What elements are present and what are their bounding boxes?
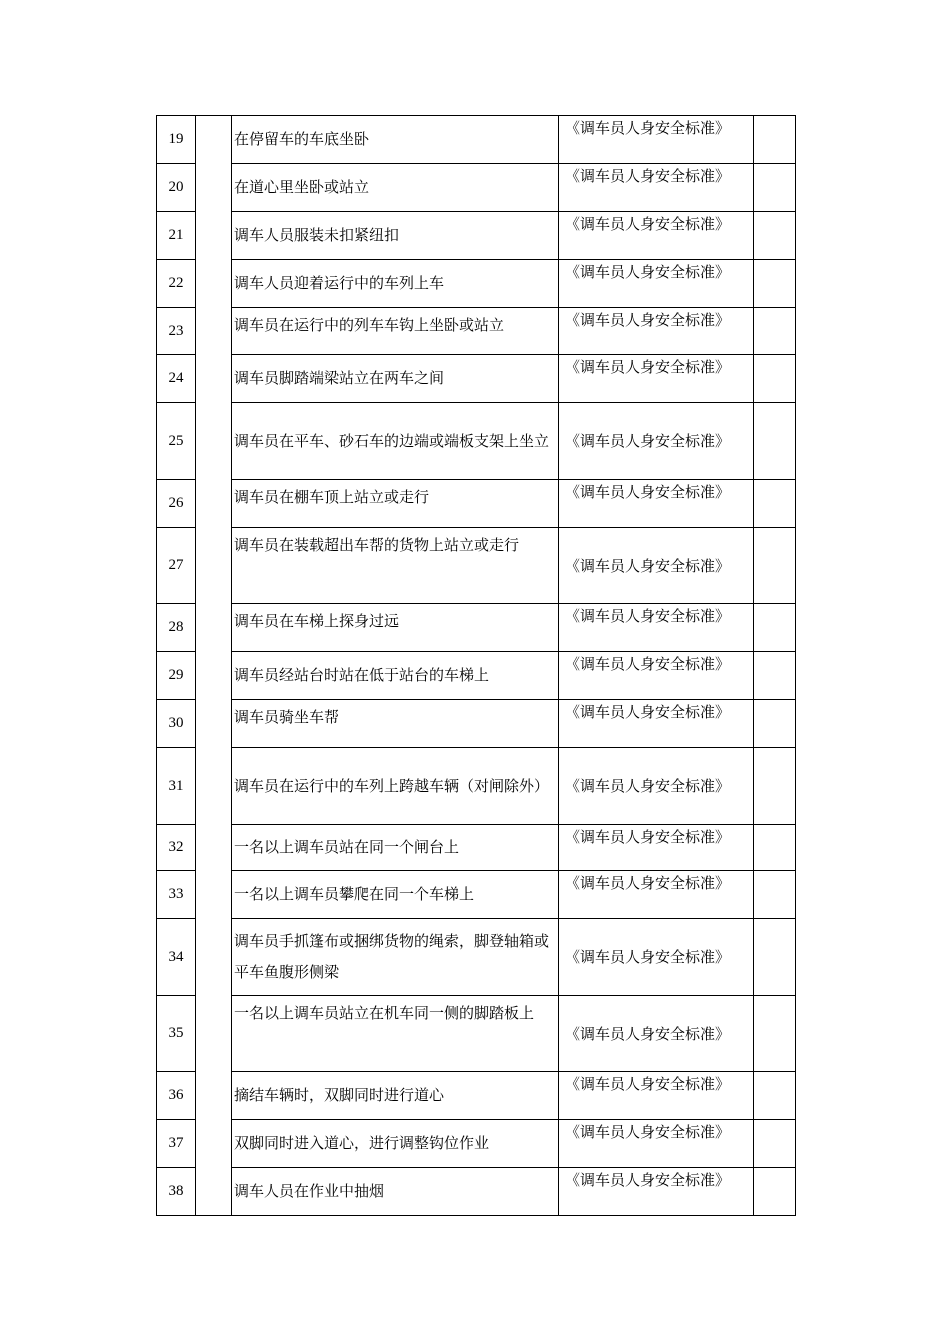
table-row [157,164,796,212]
remark-cell [754,212,796,260]
item-description: 调车员经站台时站在低于站台的车梯上 [232,652,559,700]
item-description: 双脚同时进入道心，进行调整钩位作业 [232,1120,559,1168]
row-number: 19 [157,116,196,164]
item-description: 调车员在运行中的车列上跨越车辆（对闸除外） [232,748,559,825]
table-row [157,748,796,825]
remark-cell [754,164,796,212]
source-standard: 《调车员人身安全标准》 [559,480,754,528]
remark-cell [754,355,796,403]
source-standard: 《调车员人身安全标准》 [559,116,754,164]
remark-cell [754,919,796,996]
table-row [157,604,796,652]
remark-cell [754,116,796,164]
source-standard: 《调车员人身安全标准》 [559,825,754,871]
table-row [157,1072,796,1120]
safety-standard-table [156,115,796,1216]
row-number: 37 [157,1120,196,1168]
source-standard: 《调车员人身安全标准》 [559,871,754,919]
remark-cell [754,700,796,748]
item-description: 一名以上调车员攀爬在同一个车梯上 [232,871,559,919]
row-number: 21 [157,212,196,260]
source-standard: 《调车员人身安全标准》 [559,919,754,996]
category-cell [196,116,232,1216]
source-standard: 《调车员人身安全标准》 [559,996,754,1072]
item-description: 调车员在棚车顶上站立或走行 [232,480,559,528]
row-number: 34 [157,919,196,996]
remark-cell [754,825,796,871]
item-description: 一名以上调车员站在同一个闸台上 [232,825,559,871]
table-row [157,528,796,604]
row-number: 36 [157,1072,196,1120]
row-number: 28 [157,604,196,652]
table-row [157,652,796,700]
remark-cell [754,1120,796,1168]
item-description: 调车员手抓篷布或捆绑货物的绳索，脚登轴箱或平车鱼腹形侧梁 [232,919,559,996]
item-description: 调车员骑坐车帮 [232,700,559,748]
item-description: 在停留车的车底坐卧 [232,116,559,164]
remark-cell [754,260,796,308]
remark-cell [754,308,796,355]
table-row [157,212,796,260]
remark-cell [754,528,796,604]
source-standard: 《调车员人身安全标准》 [559,1120,754,1168]
table-row [157,825,796,871]
row-number: 30 [157,700,196,748]
remark-cell [754,1168,796,1216]
row-number: 23 [157,308,196,355]
table-row [157,308,796,355]
item-description: 在道心里坐卧或站立 [232,164,559,212]
table-row [157,1168,796,1216]
row-number: 22 [157,260,196,308]
remark-cell [754,996,796,1072]
remark-cell [754,604,796,652]
table-row [157,480,796,528]
source-standard: 《调车员人身安全标准》 [559,1072,754,1120]
item-description: 调车员在车梯上探身过远 [232,604,559,652]
table-row [157,355,796,403]
table-row [157,871,796,919]
table-row [157,700,796,748]
row-number: 29 [157,652,196,700]
item-description: 调车员在运行中的列车车钩上坐卧或站立 [232,308,559,355]
item-description: 调车人员在作业中抽烟 [232,1168,559,1216]
source-standard: 《调车员人身安全标准》 [559,652,754,700]
source-standard: 《调车员人身安全标准》 [559,604,754,652]
table-row [157,116,796,164]
source-standard: 《调车员人身安全标准》 [559,700,754,748]
row-number: 32 [157,825,196,871]
table-row [157,1120,796,1168]
source-standard: 《调车员人身安全标准》 [559,308,754,355]
source-standard: 《调车员人身安全标准》 [559,212,754,260]
item-description: 调车员脚踏端梁站立在两车之间 [232,355,559,403]
table-row [157,403,796,480]
item-description: 调车员在装载超出车帮的货物上站立或走行 [232,528,559,604]
table-row [157,919,796,996]
remark-cell [754,652,796,700]
table-row [157,996,796,1072]
source-standard: 《调车员人身安全标准》 [559,1168,754,1216]
table-row [157,260,796,308]
source-standard: 《调车员人身安全标准》 [559,403,754,480]
item-description: 调车人员服装未扣紧纽扣 [232,212,559,260]
row-number: 27 [157,528,196,604]
source-standard: 《调车员人身安全标准》 [559,528,754,604]
remark-cell [754,1072,796,1120]
source-standard: 《调车员人身安全标准》 [559,748,754,825]
source-standard: 《调车员人身安全标准》 [559,260,754,308]
item-description: 调车员在平车、砂石车的边端或端板支架上坐立 [232,403,559,480]
source-standard: 《调车员人身安全标准》 [559,164,754,212]
remark-cell [754,748,796,825]
row-number: 26 [157,480,196,528]
row-number: 31 [157,748,196,825]
row-number: 24 [157,355,196,403]
remark-cell [754,871,796,919]
row-number: 35 [157,996,196,1072]
row-number: 25 [157,403,196,480]
item-description: 调车人员迎着运行中的车列上车 [232,260,559,308]
row-number: 33 [157,871,196,919]
remark-cell [754,403,796,480]
row-number: 38 [157,1168,196,1216]
remark-cell [754,480,796,528]
source-standard: 《调车员人身安全标准》 [559,355,754,403]
item-description: 摘结车辆时，双脚同时进行道心 [232,1072,559,1120]
row-number: 20 [157,164,196,212]
item-description: 一名以上调车员站立在机车同一侧的脚踏板上 [232,996,559,1072]
